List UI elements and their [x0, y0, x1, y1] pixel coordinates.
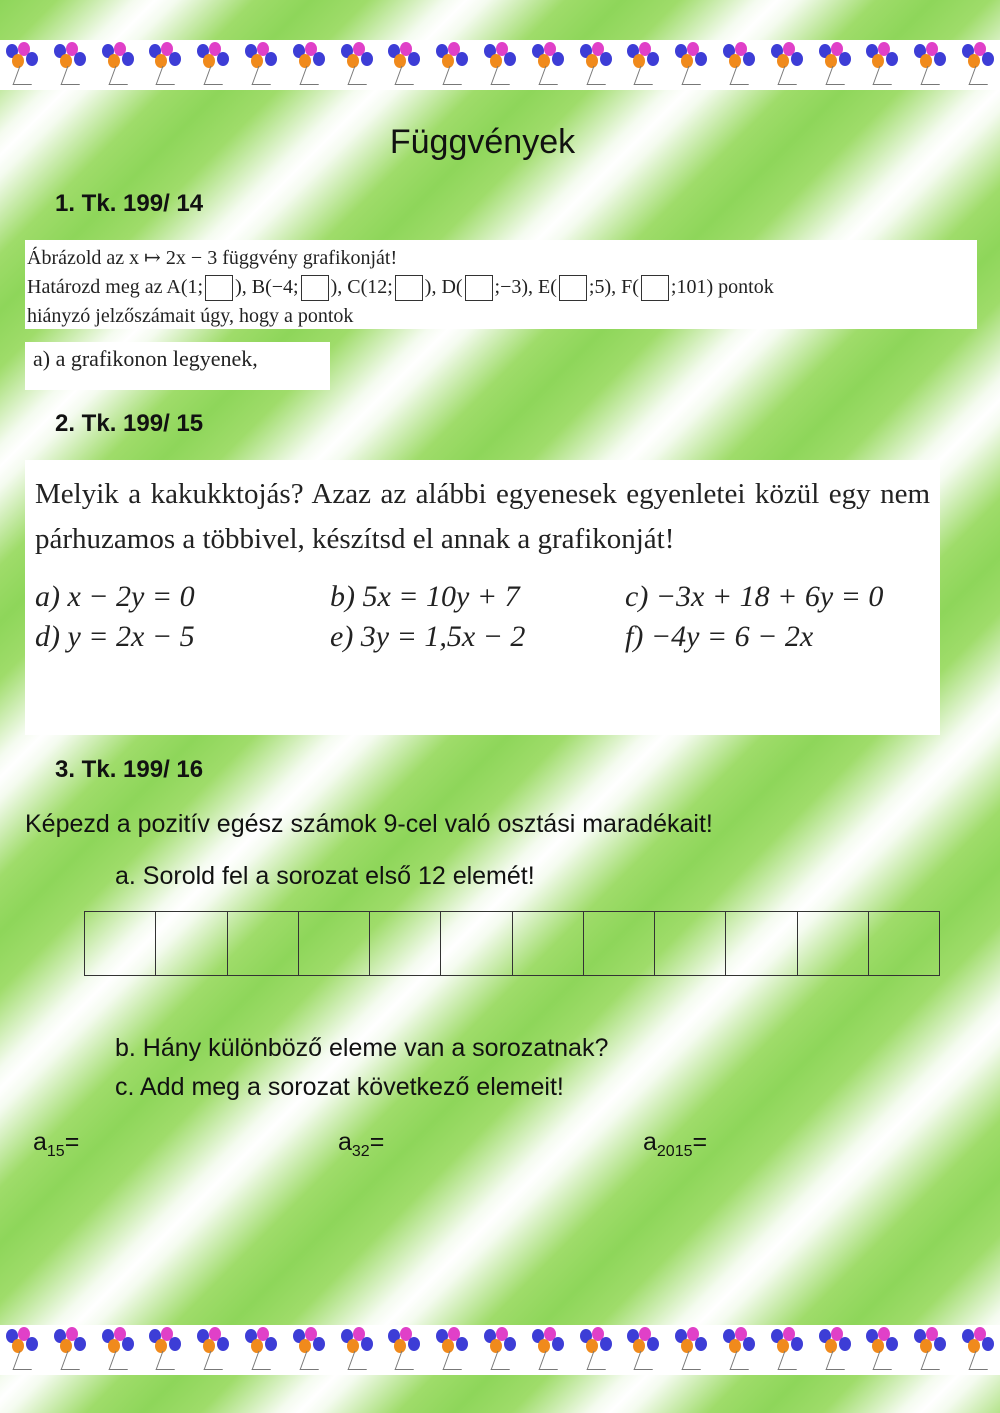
sequence-cell[interactable] [583, 912, 654, 976]
balloon-decoration-icon [910, 42, 950, 88]
equation-f: f) −4y = 6 − 2x [625, 620, 814, 653]
page-title: Függvények [389, 123, 576, 161]
sequence-cell[interactable] [868, 912, 939, 976]
equation-list [35, 580, 930, 654]
balloon-decoration-icon [337, 1327, 377, 1373]
balloon-decoration-icon [432, 42, 472, 88]
bottom-border [0, 1325, 1000, 1375]
balloon-decoration-icon [480, 1327, 520, 1373]
sequence-cell[interactable] [655, 912, 726, 976]
balloon-decoration-icon [528, 1327, 568, 1373]
balloon-decoration-icon [671, 1327, 711, 1373]
exercise-1-line1: Ábrázold az x ↦ 2x − 3 függvény grafikonját! [27, 247, 398, 269]
sequence-cell[interactable] [370, 912, 441, 976]
sequence-answer-row [84, 911, 940, 976]
balloon-decoration-icon [815, 42, 855, 88]
section-3-heading: 3. Tk. 199/ 16 [55, 756, 204, 783]
top-border [0, 40, 1000, 90]
balloon-decoration-icon [958, 1327, 998, 1373]
answer-box-c[interactable] [395, 275, 423, 301]
section-2-heading: 2. Tk. 199/ 15 [55, 410, 204, 437]
balloon-decoration-icon [432, 1327, 472, 1373]
balloon-decoration-icon [671, 42, 711, 88]
balloon-decoration-icon [910, 1327, 950, 1373]
sequence-cell[interactable] [797, 912, 868, 976]
exercise-1-box [25, 240, 977, 329]
sequence-cell[interactable] [156, 912, 227, 976]
exercise-1-line2: Határozd meg az A(1; ), B(−4; ), C(12; ), D( ;−3), E( ;5), F( ;101) pontok [27, 273, 975, 302]
balloon-decoration-icon [337, 42, 377, 88]
sequence-cell[interactable] [512, 912, 583, 976]
exercise-2-text: Melyik a kakukktojás? Azaz az alábbi egyenesek egyenletei közül egy nem párhuzamos a többivel, készítsd el annak a grafikonját! [35, 478, 930, 555]
balloon-decoration-icon [862, 42, 902, 88]
equation-a: a) x − 2y = 0 [35, 580, 195, 613]
balloon-decoration-icon [98, 42, 138, 88]
balloon-decoration-icon [719, 42, 759, 88]
balloon-decoration-icon [2, 42, 42, 88]
balloon-decoration-icon [862, 1327, 902, 1373]
answer-box-d[interactable] [465, 275, 493, 301]
exercise-3-item-b: b. Hány különböző eleme van a sorozatnak? [115, 1034, 609, 1062]
balloon-decoration-icon [767, 1327, 807, 1373]
equation-e: e) 3y = 1,5x − 2 [330, 620, 526, 653]
balloon-decoration-icon [623, 1327, 663, 1373]
exercise-1-line3: hiányzó jelzőszámait úgy, hogy a pontok [27, 305, 354, 327]
balloon-decoration-icon [480, 42, 520, 88]
sequence-cell[interactable] [85, 912, 156, 976]
sequence-cell[interactable] [726, 912, 797, 976]
balloon-decoration-icon [145, 42, 185, 88]
equation-c: c) −3x + 18 + 6y = 0 [625, 580, 884, 613]
balloon-decoration-icon [384, 42, 424, 88]
answer-box-a[interactable] [205, 275, 233, 301]
balloon-decoration-icon [50, 1327, 90, 1373]
balloon-decoration-icon [958, 42, 998, 88]
balloon-decoration-icon [50, 42, 90, 88]
exercise-3-intro: Képezd a pozitív egész számok 9-cel való osztási maradékait! [25, 810, 713, 838]
exercise-3-item-c: c. Add meg a sorozat következő elemeit! [115, 1073, 564, 1101]
balloon-decoration-icon [145, 1327, 185, 1373]
balloon-decoration-icon [576, 42, 616, 88]
balloon-decoration-icon [384, 1327, 424, 1373]
balloon-decoration-icon [2, 1327, 42, 1373]
sequence-cell[interactable] [298, 912, 369, 976]
balloon-decoration-icon [719, 1327, 759, 1373]
equation-b: b) 5x = 10y + 7 [330, 580, 520, 613]
balloon-decoration-icon [815, 1327, 855, 1373]
balloon-decoration-icon [98, 1327, 138, 1373]
balloon-decoration-icon [289, 1327, 329, 1373]
balloon-decoration-icon [576, 1327, 616, 1373]
equation-d: d) y = 2x − 5 [35, 620, 195, 653]
answer-box-e[interactable] [559, 275, 587, 301]
section-1-heading: 1. Tk. 199/ 14 [55, 190, 204, 217]
exercise-3-item-a: a. Sorold fel a sorozat első 12 elemét! [115, 862, 535, 890]
balloon-decoration-icon [289, 42, 329, 88]
balloon-decoration-icon [193, 42, 233, 88]
sequence-cell[interactable] [227, 912, 298, 976]
balloon-decoration-icon [241, 1327, 281, 1373]
balloon-decoration-icon [623, 42, 663, 88]
answer-box-b[interactable] [301, 275, 329, 301]
answer-a2015[interactable]: $a_{2015}=$ [643, 1128, 708, 1160]
answer-a32[interactable]: $a_{32}=$ [338, 1128, 385, 1160]
balloon-decoration-icon [241, 42, 281, 88]
exercise-1-part-a: a) a grafikonon legyenek, [25, 342, 330, 390]
sequence-cell[interactable] [441, 912, 512, 976]
balloon-decoration-icon [528, 42, 568, 88]
exercise-2-box [25, 460, 940, 735]
balloon-decoration-icon [193, 1327, 233, 1373]
answer-a15[interactable]: $a_{15}=$ [33, 1128, 80, 1160]
balloon-decoration-icon [767, 42, 807, 88]
answer-box-f[interactable] [641, 275, 669, 301]
